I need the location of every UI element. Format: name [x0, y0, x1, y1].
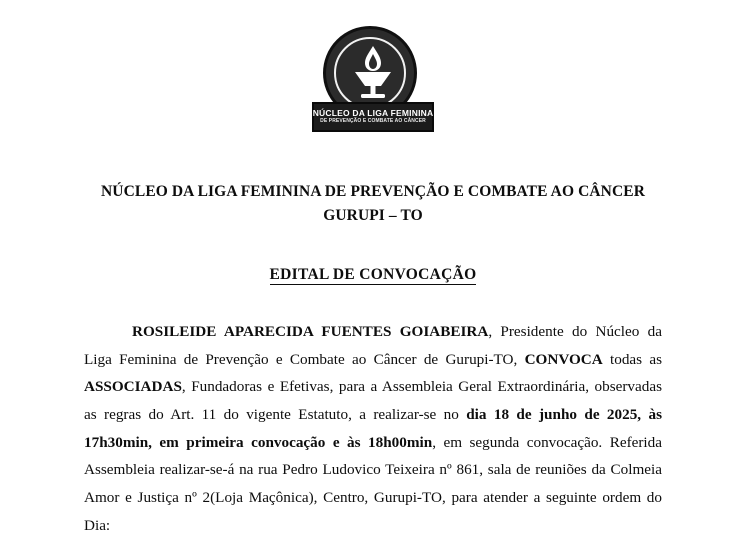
body-segment-2: todas as: [602, 350, 662, 368]
organization-title: [84, 180, 662, 228]
body-segment-4: , em segunda convocação. Referida Assembleia realizar-se-á na rua Pedro Ludovico Teixeira nº 861, sala de reuniões da Colmeia Amor e Justiça nº 2(Loja Maçônica), Centro, Gurupi-TO, para atender a seguinte ordem do Dia:: [84, 433, 662, 534]
body-paragraph: [84, 318, 662, 539]
associadas-emphasis: ASSOCIADAS: [84, 378, 182, 396]
organization-logo: [312, 26, 434, 132]
logo-text-band: [312, 102, 434, 132]
logo-band-line2: DE PREVENÇÃO E COMBATE AO CÂNCER: [320, 118, 426, 125]
date-time-emphasis: dia 18 de junho de 2025, às 17h30min, em primeira convocação e às 18h00min: [84, 406, 662, 451]
organization-title-line1: NÚCLEO DA LIGA FEMININA DE PREVENÇÃO E COMBATE AO CÂNCER: [101, 183, 645, 200]
president-name: ROSILEIDE APARECIDA FUENTES GOIABEIRA: [132, 323, 489, 341]
logo-container: [84, 0, 662, 132]
document-title: [84, 266, 662, 284]
flame-in-chalice-icon: [345, 42, 401, 105]
convoca-emphasis: CONVOCA: [524, 350, 603, 368]
document-title-text: EDITAL DE CONVOCAÇÃO: [269, 266, 477, 284]
logo-band-line1: NÚCLEO DA LIGA FEMININA: [312, 108, 434, 119]
body-segment-1: , Presidente do Núcleo da Liga Feminina de Prevenção e Combate ao Câncer de Gurupi-TO,: [84, 323, 662, 368]
organization-title-line2: GURUPI – TO: [323, 207, 423, 225]
body-segment-3: , Fundadoras e Efetivas, para a Assembleia Geral Extraordinária, observadas as regras do Art. 11 do vigente Estatuto, a realizar-se no: [84, 378, 662, 423]
